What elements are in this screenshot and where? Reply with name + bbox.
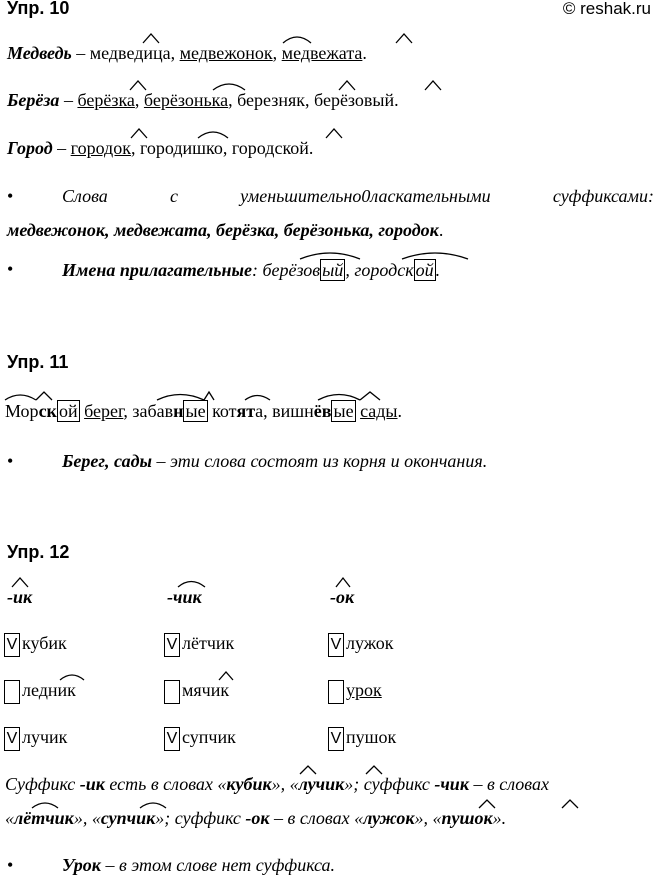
ex10-bullet1-line2: медвежонок, медвежата, берёзка, берёзонька, городок.	[7, 220, 444, 240]
ending-box: ые	[333, 401, 354, 421]
suffix-caret	[562, 800, 578, 808]
bullet-dot: •	[7, 259, 14, 279]
suffix-caret	[339, 81, 355, 90]
suffix-header-ik: -ик	[7, 587, 33, 607]
word-row: V лётчик	[164, 633, 234, 657]
derived-word: берёзовый	[314, 90, 395, 110]
root-word: Медведь	[7, 43, 72, 63]
suffix-bold: ёв	[313, 401, 332, 421]
ex10-bullet1-line1: Слова с уменьшительно0ласкательными суффиксами:	[62, 186, 654, 206]
suffix-header-chik: -чик	[167, 587, 202, 607]
ex10-line-bereza: Берёза – берёзка, берёзонька, березняк, берёзовый.	[7, 90, 399, 110]
checkbox-mark[interactable]	[4, 680, 20, 704]
site-label: © reshak.ru	[562, 0, 651, 18]
derived-word-underlined: медвежонок	[179, 43, 273, 63]
derived-word-underlined: берёзонька	[143, 90, 229, 110]
derived-word: березняк	[237, 90, 306, 110]
suffix-caret	[36, 392, 52, 400]
suffix-caret	[130, 81, 146, 90]
ending-box: ой	[415, 260, 434, 280]
suffix-bold: ск	[38, 401, 57, 421]
ending-box: ой	[58, 401, 78, 421]
root-word: Берёза	[7, 90, 60, 110]
word-row: V пушок	[328, 727, 396, 751]
ex12-summary-line2: «лётчик», «супчик»; суффикс -ок – в словах «лужок», «пушок».	[5, 808, 507, 828]
ex11-phrases: Морск ой берег, забавн ые котята, вишнёв ые сады.	[5, 401, 403, 421]
ex10-line-medved: Медведь – медведица, медвежонок, медвежата.	[7, 43, 367, 63]
derived-word: городишко	[139, 138, 223, 158]
suffix-header-ok: -ок	[330, 587, 355, 607]
word-row: урок	[328, 680, 382, 704]
suffix-bold: н	[173, 401, 184, 421]
checkbox-mark[interactable]: V	[328, 633, 344, 657]
root-word: Город	[7, 138, 53, 158]
suffix-caret	[131, 129, 147, 138]
suffix-caret	[366, 766, 382, 774]
derived-word: медведица	[89, 43, 171, 63]
word-row: V лужок	[328, 633, 393, 657]
ending-box: ый	[322, 260, 344, 280]
exercise-11-title: Упр. 11	[7, 352, 69, 372]
derived-word-underlined: городок	[70, 138, 131, 158]
bullet-dot: •	[7, 855, 14, 875]
ex12-bullet: Урок – в этом слове нет суффикса.	[62, 855, 335, 875]
suffix-caret	[326, 129, 342, 138]
ending-box: ые	[185, 401, 206, 421]
checkbox-mark[interactable]	[164, 680, 180, 704]
suffix-caret	[204, 392, 214, 400]
exercise-10-title: Упр. 10	[7, 0, 70, 18]
word-row: мячик	[164, 680, 229, 704]
suffix-caret	[12, 578, 28, 587]
word-row: V кубик	[4, 633, 67, 657]
ex12-summary-line1: Суффикс -ик есть в словах «кубик», «лучик»; суффикс -чик – в словах	[5, 774, 549, 794]
suffix-caret	[336, 578, 350, 587]
checkbox-mark[interactable]: V	[4, 633, 20, 657]
suffix-bold: ят	[236, 401, 256, 421]
suffix-caret	[360, 392, 380, 400]
word-row: V супчик	[164, 727, 236, 751]
checkbox-mark[interactable]: V	[328, 727, 344, 751]
derived-word: городской	[231, 138, 309, 158]
word-row: V лучик	[4, 727, 67, 751]
ex10-bullet2: Имена прилагательные: берёзов ый , городск ой .	[62, 260, 441, 280]
suffix-caret	[219, 672, 233, 680]
bullet-dot: •	[7, 186, 14, 206]
suffix-caret	[143, 34, 159, 43]
derived-word-underlined: медвежата	[281, 43, 363, 63]
ex10-line-gorod: Город – городок, городишко, городской.	[7, 138, 314, 158]
suffix-caret	[479, 800, 495, 808]
suffix-caret	[300, 766, 316, 774]
bullet-dot: •	[7, 451, 14, 471]
word-row: ледник	[4, 680, 76, 704]
suffix-caret	[396, 34, 412, 43]
checkbox-mark[interactable]: V	[164, 727, 180, 751]
checkbox-mark[interactable]: V	[164, 633, 180, 657]
suffix-caret	[425, 81, 441, 90]
checkbox-mark[interactable]	[328, 680, 344, 704]
ex11-bullet: Берег, сады – эти слова состоят из корня и окончания.	[62, 451, 488, 471]
derived-word-underlined: берёзка	[77, 90, 135, 110]
checkbox-mark[interactable]: V	[4, 727, 20, 751]
exercise-12-title: Упр. 12	[7, 542, 70, 562]
